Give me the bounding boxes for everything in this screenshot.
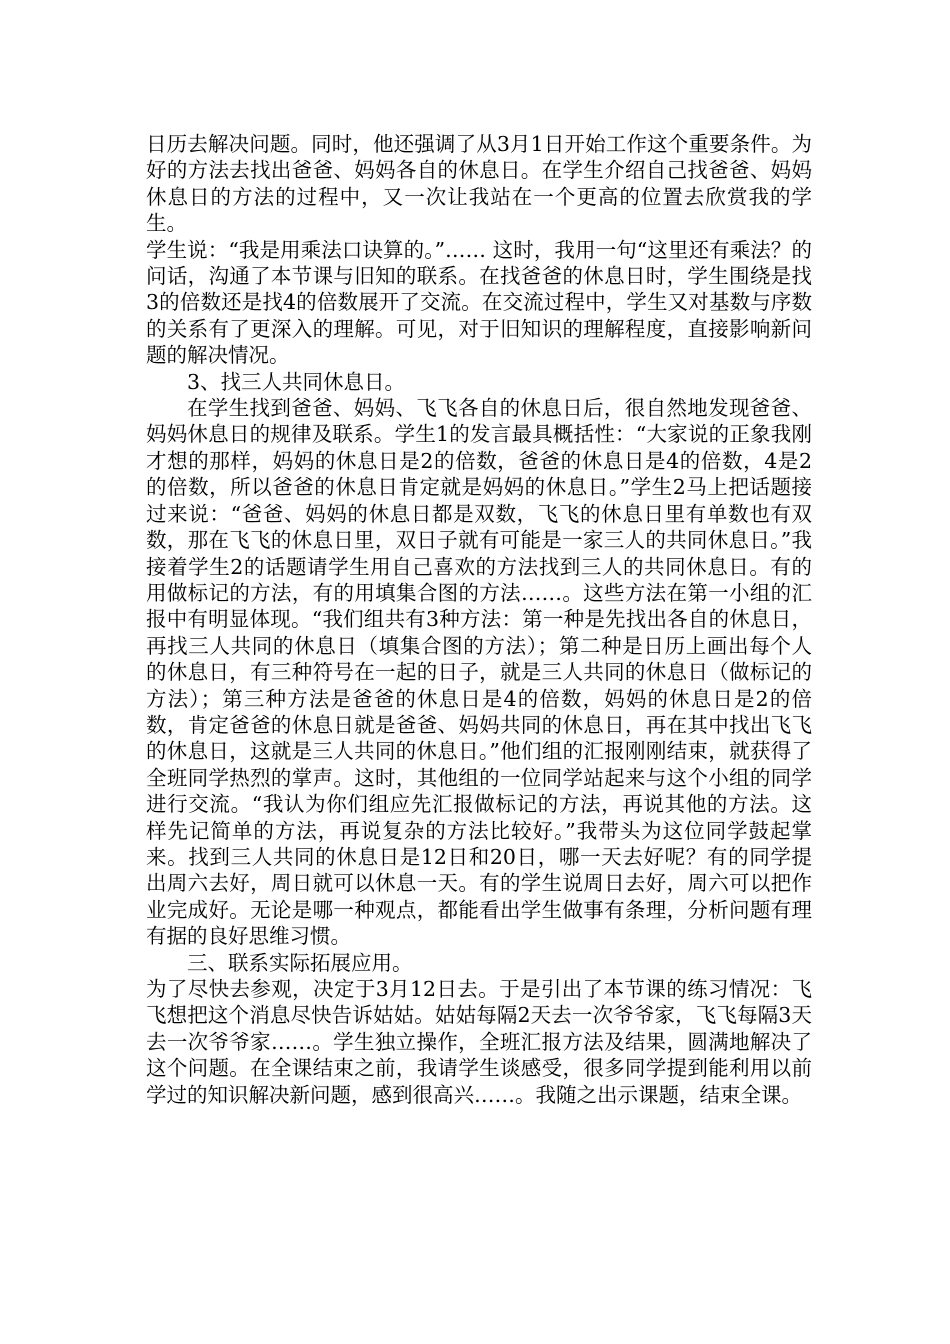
paragraph-4: 在学生找到爸爸、妈妈、飞飞各自的休息日后，很自然地发现爸爸、妈妈休息日的规律及联系。学生1的发言最具概括性：“大家说的正象我刚才想的那样，妈妈的休息日是2的倍数，爸爸的休息日是4的倍数，4是2的倍数，所以爸爸的休息日肯定就是妈妈的休息日。”学生2马上把话题接过来说：“爸爸、妈妈的休息日都是双数，飞飞的休息日里有单数也有双数，那在飞飞的休息日里，双日子就有可能是一家三人的共同休息日。”我接着学生2的话题请学生用自己喜欢的方法找到三人的共同休息日。有的用做标记的方法，有的用填集合图的方法……。这些方法在第一小组的汇报中有明显体现。“我们组共有3种方法：第一种是先找出各自的休息日，再找三人共同的休息日（填集合图的方法）；第二种是日历上画出每个人的休息日，有三种符号在一起的日子，就是三人共同的休息日（做标记的方法）；第三种方法是爸爸的休息日是4的倍数，妈妈的休息日是2的倍数，肯定爸爸的休息日就是爸爸、妈妈共同的休息日，再在其中找出飞飞的休息日，这就是三人共同的休息日。”他们组的汇报刚刚结束，就获得了全班同学热烈的掌声。这时，其他组的一位同学站起来与这个小组的同学进行交流。“我认为你们组应先汇报做标记的方法，再说其他的方法。这样先记简单的方法，再说复杂的方法比较好。”我带头为这位同学鼓起掌来。找到三人共同的休息日是12日和20日，哪一天去好呢？有的同学提出周六去好，周日就可以休息一天。有的学生说周日去好，周六可以把作业完成好。无论是哪一种观点，都能看出学生做事有条理，分析问题有理有据的良好思维习惯。 [146, 396, 812, 949]
paragraph-6: 为了尽快去参观，决定于3月12日去。于是引出了本节课的练习情况：飞飞想把这个消息尽快告诉姑姑。姑姑每隔2天去一次爷爷家，飞飞每隔3天去一次爷爷家……。学生独立操作，全班汇报方法及结果，圆满地解决了这个问题。在全课结束之前，我请学生谈感受，很多同学提到能利用以前学过的知识解决新问题，感到很高兴……。我随之出示课题，结束全课。 [146, 977, 812, 1107]
paragraph-2: 学生说：“我是用乘法口诀算的。”…… 这时，我用一句“这里还有乘法？的问话，沟通了本节课与旧知的联系。在找爸爸的休息日时，学生围绕是找3的倍数还是找4的倍数展开了交流。在交流过程中，学生又对基数与序数的关系有了更深入的理解。可见，对于旧知识的理解程度，直接影响新问题的解决情况。 [146, 237, 812, 368]
paragraph-1: 日历去解决问题。同时，他还强调了从3月1日开始工作这个重要条件。为好的方法去找出爸爸、妈妈各自的休息日。在学生介绍自己找爸爸、妈妈休息日的方法的过程中，又一次让我站在一个更高的位置去欣赏我的学生。 [146, 132, 812, 236]
section-heading-extension: 三、联系实际拓展应用。 [187, 950, 413, 975]
section-heading-3: 3、找三人共同休息日。 [187, 369, 406, 394]
document-body [146, 131, 812, 1108]
